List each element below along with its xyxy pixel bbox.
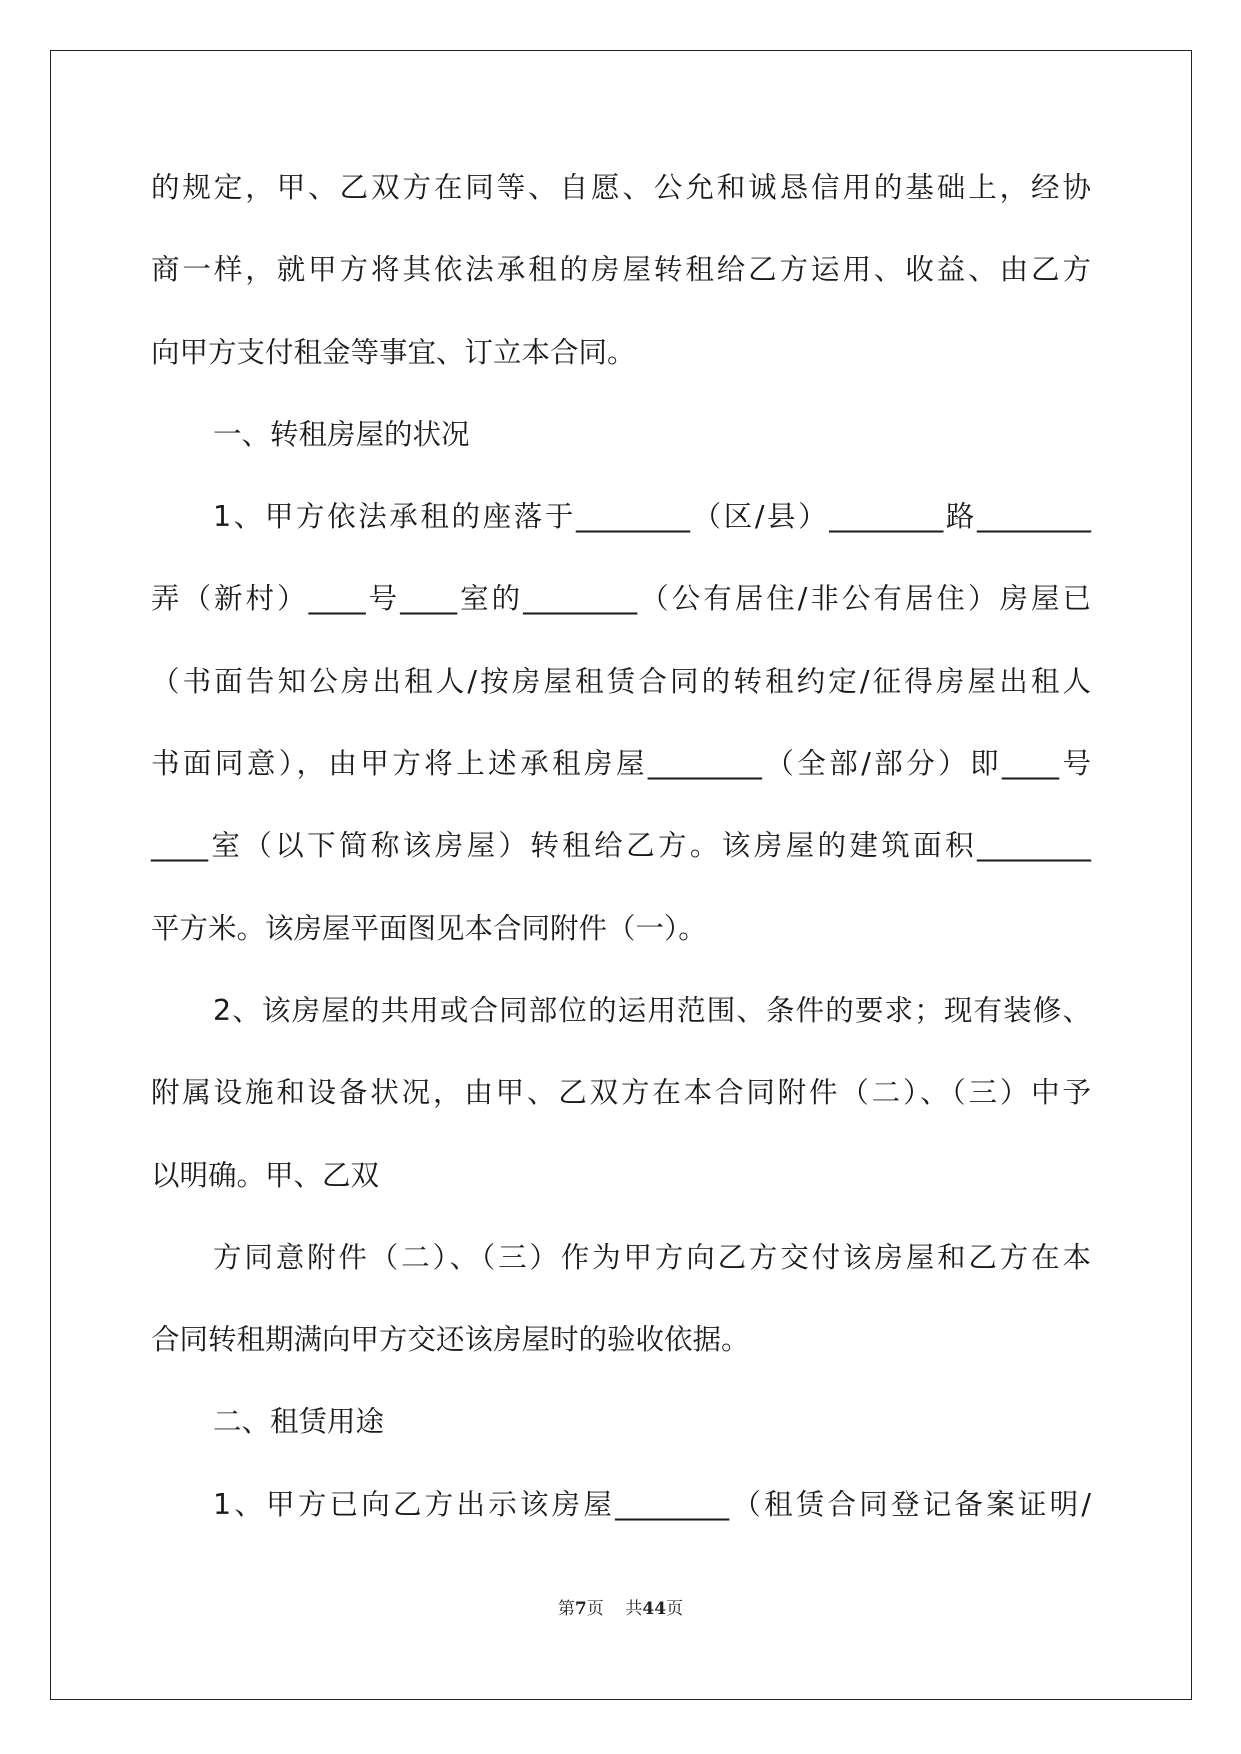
text-line: 书面同意），由甲方将上述承租房屋________（全部/部分）即____号 bbox=[151, 747, 1091, 781]
document-body bbox=[151, 160, 1091, 1559]
text-line: 弄（新村）____号____室的________（公有居住/非公有居住）房屋已 bbox=[151, 582, 1091, 616]
total-unit: 页 bbox=[666, 1599, 684, 1619]
section-heading: 二、租赁用途 bbox=[213, 1405, 385, 1439]
text-line: 以明确。甲、乙双 bbox=[151, 1158, 380, 1192]
footer-prefix: 第 bbox=[557, 1599, 575, 1619]
page-unit: 页 bbox=[586, 1599, 604, 1619]
text-line: 2、该房屋的共用或合同部位的运用范围、条件的要求；现有装修、 bbox=[213, 993, 1091, 1027]
text-line: 合同转租期满向甲方交还该房屋时的验收依据。 bbox=[151, 1323, 750, 1357]
page-footer bbox=[0, 1594, 1241, 1619]
section-heading: 一、转租房屋的状况 bbox=[213, 417, 470, 451]
total-prefix: 共 bbox=[625, 1599, 643, 1619]
text-line: 附属设施和设备状况，由甲、乙双方在本合同附件（二）、（三）中予 bbox=[151, 1076, 1091, 1110]
text-line: 的规定，甲、乙双方在同等、自愿、公允和诚恳信用的基础上，经协 bbox=[151, 171, 1091, 204]
text-line: 方同意附件（二）、（三）作为甲方向乙方交付该房屋和乙方在本 bbox=[213, 1240, 1091, 1274]
text-line: 平方米。该房屋平面图见本合同附件（一）。 bbox=[151, 911, 707, 945]
text-line: 向甲方支付租金等事宜、订立本合同。 bbox=[151, 335, 636, 369]
page-number: 7 bbox=[574, 1599, 587, 1619]
text-line: ____室（以下简称该房屋）转租给乙方。该房屋的建筑面积________ bbox=[151, 829, 1091, 863]
text-line: （书面告知公房出租人/按房屋租赁合同的转租约定/征得房屋出租人 bbox=[151, 664, 1091, 698]
text-line: 1、甲方依法承租的座落于________（区/县）________路________ bbox=[213, 500, 1091, 534]
text-line: 商一样，就甲方将其依法承租的房屋转租给乙方运用、收益、由乙方 bbox=[151, 253, 1091, 287]
text-line: 1、甲方已向乙方出示该房屋________（租赁合同登记备案证明/ bbox=[213, 1487, 1091, 1521]
total-pages: 44 bbox=[642, 1599, 667, 1619]
